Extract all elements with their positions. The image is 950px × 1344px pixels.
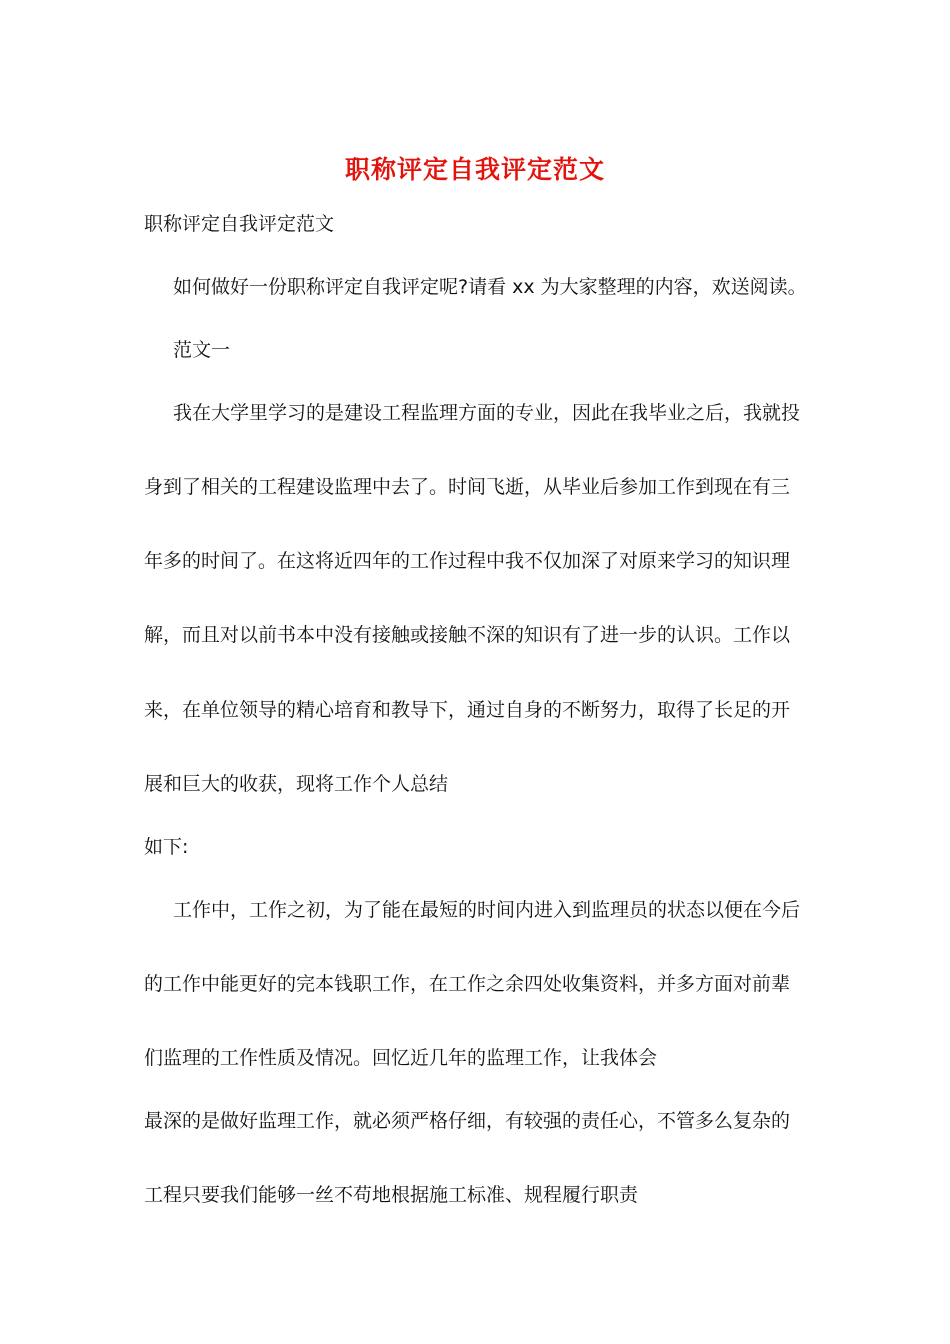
- paragraph-line: 们监理的工作性质及情况。回忆近几年的监理工作，让我体会: [144, 1047, 658, 1069]
- paragraph-line: 年多的时间了。在这将近四年的工作过程中我不仅加深了对原来学习的知识理: [144, 550, 791, 572]
- paragraph-line: 展和巨大的收获，现将工作个人总结: [144, 773, 449, 795]
- paragraph-line: 我在大学里学习的是建设工程监理方面的专业，因此在我毕业之后，我就投: [173, 402, 801, 424]
- paragraph-line: 如下:: [144, 836, 189, 858]
- paragraph-line: 最深的是做好监理工作，就必须严格仔细，有较强的责任心，不管多么复杂的: [144, 1110, 791, 1132]
- paragraph-line: 来，在单位领导的精心培育和教导下，通过自身的不断努力，取得了长足的开: [144, 699, 791, 721]
- intro-line: 如何做好一份职称评定自我评定呢?请看 xx 为大家整理的内容，欢送阅读。: [173, 276, 807, 298]
- paragraph-line: 工作中，工作之初，为了能在最短的时间内进入到监理员的状态以便在今后: [173, 899, 801, 921]
- paragraph-line: 工程只要我们能够一丝不苟地根据施工标准、规程履行职责: [144, 1184, 639, 1206]
- subtitle-line: 职称评定自我评定范文: [144, 213, 335, 235]
- paragraph-line: 身到了相关的工程建设监理中去了。时间飞逝，从毕业后参加工作到现在有三: [144, 476, 791, 498]
- paragraph-line: 解，而且对以前书本中没有接触或接触不深的知识有了进一步的认识。工作以: [144, 624, 791, 646]
- paragraph-line: 的工作中能更好的完本钱职工作，在工作之余四处收集资料，并多方面对前辈: [144, 973, 791, 995]
- document-title: 职称评定自我评定范文: [344, 155, 605, 184]
- section-heading: 范文一: [173, 339, 231, 361]
